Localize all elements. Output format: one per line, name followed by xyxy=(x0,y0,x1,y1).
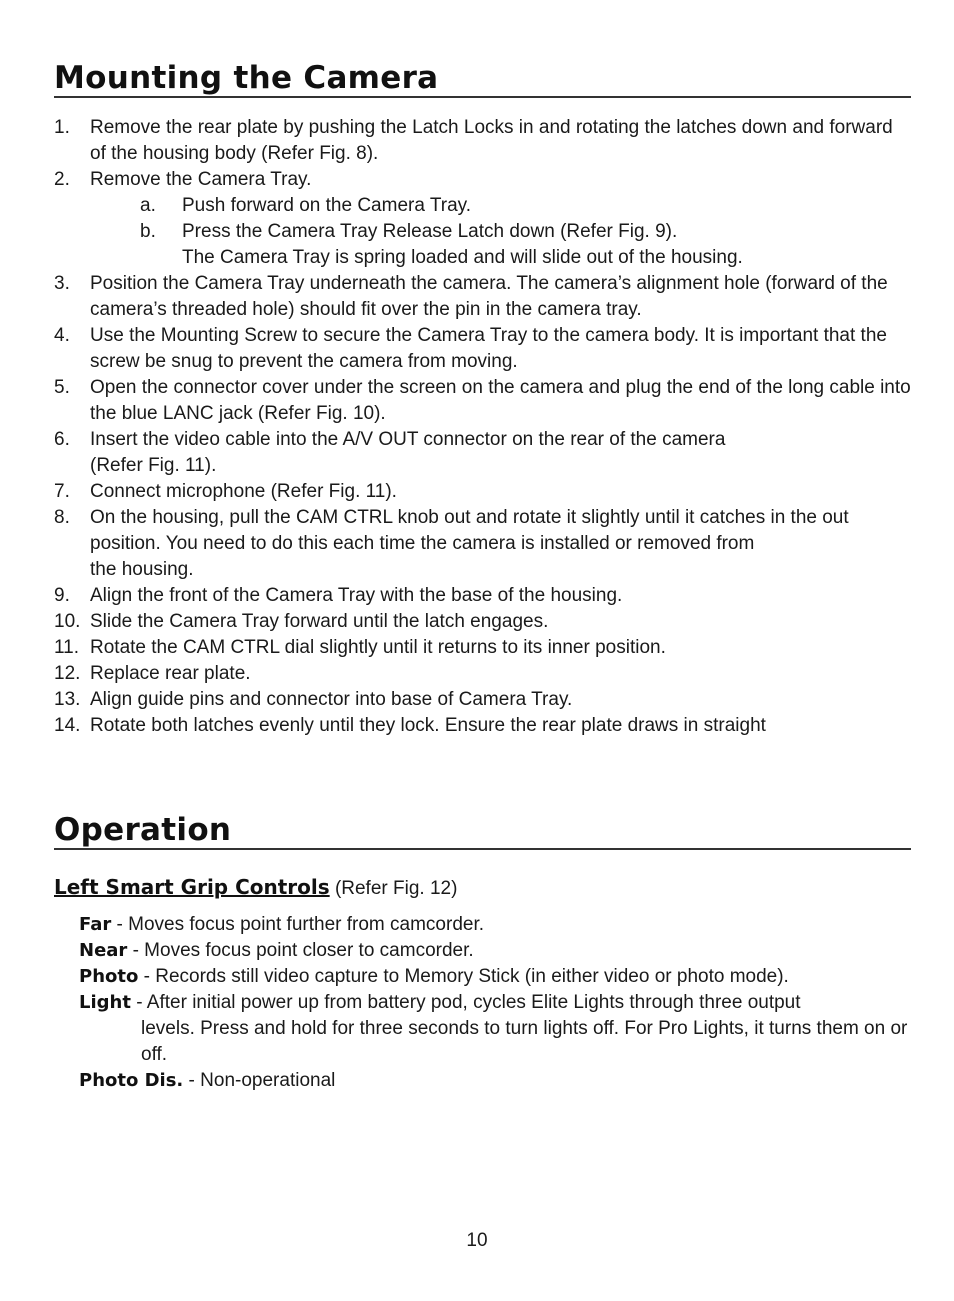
control-term: Photo xyxy=(79,966,139,987)
step-number: 4. xyxy=(54,325,70,346)
step-text: Slide the Camera Tray forward until the latch engages. xyxy=(90,611,549,632)
step-number: 6. xyxy=(54,429,70,450)
step-text: Insert the video cable into the A/V OUT connector on the rear of the camera xyxy=(90,429,726,450)
step-text-continued: (Refer Fig. 11). xyxy=(90,455,217,476)
step-number: 14. xyxy=(54,715,81,736)
step-text: Replace rear plate. xyxy=(90,663,251,684)
step-number: 10. xyxy=(54,611,81,632)
subsection-figure-ref: (Refer Fig. 12) xyxy=(334,878,458,899)
list-item xyxy=(54,115,911,167)
control-item xyxy=(79,938,911,964)
sub-list-item xyxy=(54,193,911,219)
step-number: 11. xyxy=(54,637,80,658)
control-term: Photo Dis. xyxy=(79,1070,184,1091)
step-text: Rotate the CAM CTRL dial slightly until it returns to its inner position. xyxy=(90,637,666,658)
step-text: Remove the Camera Tray. xyxy=(90,169,312,190)
subsection-heading xyxy=(54,874,457,902)
list-item xyxy=(54,713,911,739)
controls-list xyxy=(79,912,911,1094)
control-desc: - Moves focus point further from camcorder. xyxy=(111,914,485,935)
step-text: Rotate both latches evenly until they lock. Ensure the rear plate draws in straight xyxy=(90,715,766,736)
step-number: 5. xyxy=(54,377,70,398)
list-item xyxy=(54,323,911,375)
list-item xyxy=(54,505,911,583)
step-number: 3. xyxy=(54,273,70,294)
list-item xyxy=(54,375,911,427)
step-number: 13. xyxy=(54,689,81,710)
step-text: On the housing, pull the CAM CTRL knob out and rotate it slightly until it catches in the out position. You need to do this each time the camera is installed or removed from xyxy=(90,507,849,554)
control-item xyxy=(79,912,911,938)
control-term: Near xyxy=(79,940,128,961)
list-item xyxy=(54,479,911,505)
step-text-continued: the housing. xyxy=(90,559,194,580)
step-number: 12. xyxy=(54,663,81,684)
sub-list-item xyxy=(54,219,911,271)
sub-step-note: The Camera Tray is spring loaded and will slide out of the housing. xyxy=(182,247,743,268)
step-text: Remove the rear plate by pushing the Latch Locks in and rotating the latches down and forward of the housing body (Refer Fig. 8). xyxy=(90,117,893,164)
list-item xyxy=(54,427,911,479)
step-number: 2. xyxy=(54,169,70,190)
step-text: Align guide pins and connector into base of Camera Tray. xyxy=(90,689,573,710)
control-desc-continued: levels. Press and hold for three seconds to turn lights off. For Pro Lights, it turns them on or off. xyxy=(141,1018,908,1065)
control-desc: - After initial power up from battery pod, cycles Elite Lights through three output xyxy=(130,992,801,1013)
control-desc: - Records still video capture to Memory Stick (in either video or photo mode). xyxy=(138,966,789,987)
sub-step-text: Push forward on the Camera Tray. xyxy=(182,195,471,216)
list-item xyxy=(54,583,911,609)
mounting-steps-list xyxy=(54,115,911,739)
step-text: Align the front of the Camera Tray with the base of the housing. xyxy=(90,585,623,606)
page-number: 10 xyxy=(466,1230,488,1251)
step-text: Connect microphone (Refer Fig. 11). xyxy=(90,481,397,502)
step-text: Use the Mounting Screw to secure the Camera Tray to the camera body. It is important that the screw be snug to prevent the camera from moving. xyxy=(90,325,887,372)
subsection-title: Left Smart Grip Controls xyxy=(54,875,330,899)
sub-step-letter: a. xyxy=(140,195,156,216)
control-desc: - Moves focus point closer to camcorder. xyxy=(127,940,474,961)
list-item xyxy=(54,687,911,713)
step-number: 1. xyxy=(54,117,70,138)
control-desc: - Non-operational xyxy=(183,1070,336,1091)
list-item xyxy=(54,635,911,661)
control-term: Light xyxy=(79,992,131,1013)
sub-step-letter: b. xyxy=(140,221,156,242)
control-item xyxy=(79,964,911,990)
step-number: 8. xyxy=(54,507,70,528)
sub-step-text: Press the Camera Tray Release Latch down (Refer Fig. 9). xyxy=(182,221,678,242)
control-item xyxy=(79,990,911,1068)
control-item xyxy=(79,1068,911,1094)
section-title-operation: Operation xyxy=(54,812,911,850)
list-item xyxy=(54,167,911,193)
step-number: 9. xyxy=(54,585,70,606)
list-item xyxy=(54,271,911,323)
list-item xyxy=(54,609,911,635)
section-title-mounting: Mounting the Camera xyxy=(54,60,911,98)
step-text: Open the connector cover under the screen on the camera and plug the end of the long cable into the blue LANC jack (Refer Fig. 10). xyxy=(90,377,911,424)
step-number: 7. xyxy=(54,481,70,502)
list-item xyxy=(54,661,911,687)
step-text: Position the Camera Tray underneath the camera. The camera’s alignment hole (forward of the camera’s threaded hole) should fit over the pin in the camera tray. xyxy=(90,273,888,320)
control-term: Far xyxy=(79,914,112,935)
